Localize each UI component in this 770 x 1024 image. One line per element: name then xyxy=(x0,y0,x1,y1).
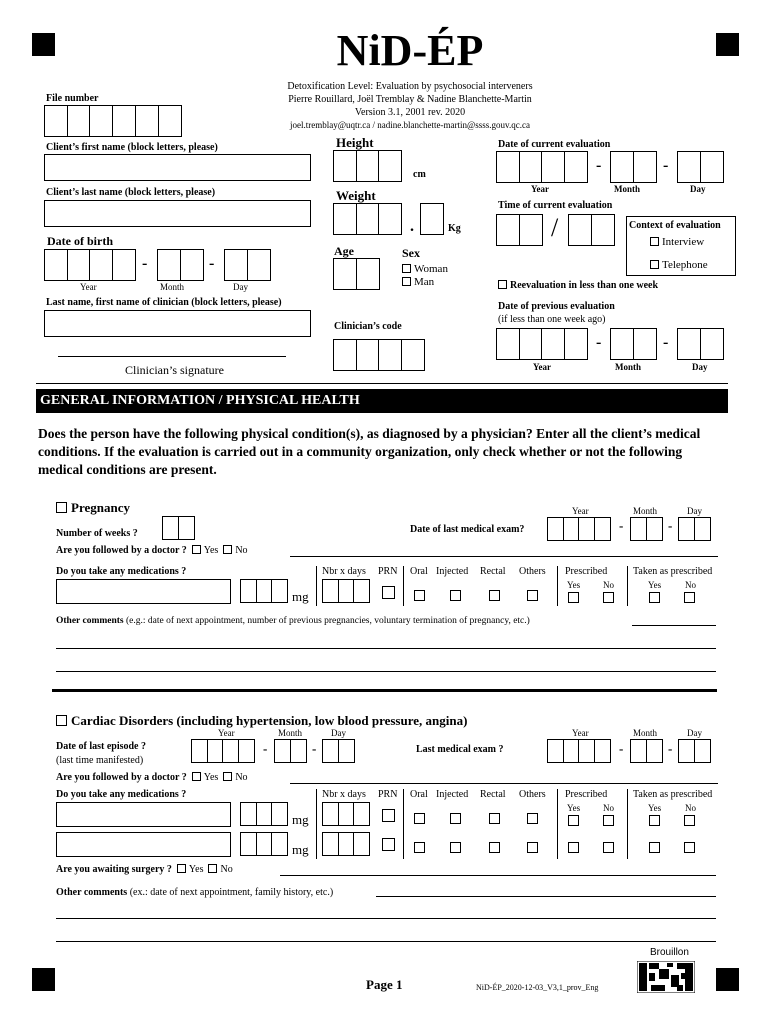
current-eval-month-cells[interactable] xyxy=(610,151,655,183)
dash: - xyxy=(663,157,669,174)
clinician-code-cells[interactable] xyxy=(333,339,424,371)
file-number-cells[interactable] xyxy=(44,105,180,137)
dash: - xyxy=(619,518,624,533)
height-cells[interactable] xyxy=(333,150,401,182)
decimal-point: . xyxy=(410,218,414,235)
card-followed-no-checkbox[interactable] xyxy=(223,772,232,781)
divider xyxy=(627,566,628,606)
form-version: Version 3.1, 2001 rev. 2020 xyxy=(354,107,466,118)
dash: - xyxy=(668,741,673,756)
card-taken-yes-checkbox-2[interactable] xyxy=(649,842,660,853)
card-comments-hint: (ex.: date of next appointment, family history, etc.) xyxy=(129,887,334,898)
card-taken-label: Taken as prescribed xyxy=(633,789,713,800)
previous-eval-year-cells[interactable] xyxy=(496,328,587,360)
preg-followed-row xyxy=(56,545,248,556)
weight-unit: Kg xyxy=(448,223,461,234)
clinician-name-label: Last name, first name of clinician (block letters, please) xyxy=(46,297,282,308)
card-followed-row xyxy=(56,772,248,783)
time-separator: / xyxy=(551,213,559,242)
preg-taken-no-label: No xyxy=(685,580,696,590)
birth-day-label: Day xyxy=(233,282,248,292)
preg-injected-label: Injected xyxy=(436,566,469,577)
preg-oral-checkbox[interactable] xyxy=(414,590,425,601)
weight-label: Weight xyxy=(336,188,376,203)
card-surgery-label: Are you awaiting surgery ? xyxy=(56,864,172,875)
first-name-field[interactable] xyxy=(44,154,311,181)
preg-mg-label: mg xyxy=(292,589,309,604)
age-label: Age xyxy=(334,244,354,258)
divider xyxy=(316,789,317,859)
preg-medications-label: Do you take any medications ? xyxy=(56,566,187,577)
page-number: Page 1 xyxy=(366,977,403,992)
cardiac-title: Cardiac Disorders (including hypertension, low blood pressure, angina) xyxy=(71,713,468,728)
telephone-checkbox[interactable] xyxy=(650,260,659,269)
card-others-checkbox-2[interactable] xyxy=(527,842,538,853)
preg-prn-label: PRN xyxy=(378,566,398,577)
no-label: No xyxy=(220,864,233,875)
current-eval-month-label: Month xyxy=(614,184,641,194)
height-unit: cm xyxy=(413,169,426,180)
dash: - xyxy=(596,334,602,351)
card-injected-checkbox-2[interactable] xyxy=(450,842,461,853)
draft-watermark: Brouillon xyxy=(650,947,689,958)
previous-eval-day-cells[interactable] xyxy=(677,328,722,360)
reevaluation-label: Reevaluation in less than one week xyxy=(510,280,659,291)
last-name-label: Client’s last name (block letters, please) xyxy=(46,187,216,198)
previous-eval-day-label: Day xyxy=(692,362,708,372)
divider xyxy=(403,566,404,606)
context-interview-option[interactable] xyxy=(650,236,704,248)
preg-comment-line[interactable] xyxy=(56,648,716,649)
context-telephone-option[interactable] xyxy=(650,259,708,271)
preg-taken-yes-checkbox[interactable] xyxy=(649,592,660,603)
preg-rectal-label: Rectal xyxy=(480,566,506,577)
card-surgery-line[interactable] xyxy=(280,875,716,876)
card-prn-checkbox-2[interactable] xyxy=(382,838,395,851)
card-prescribed-label: Prescribed xyxy=(565,789,608,800)
birth-month-cells[interactable] xyxy=(157,249,202,281)
preg-comment-line[interactable] xyxy=(56,671,716,672)
card-injected-label: Injected xyxy=(436,789,469,800)
card-exam-year-cells[interactable] xyxy=(547,739,610,763)
reevaluation-option[interactable] xyxy=(498,280,658,291)
woman-checkbox[interactable] xyxy=(402,264,411,273)
preg-others-label: Others xyxy=(519,566,546,577)
corner-marker-bottom-right xyxy=(716,968,739,991)
date-of-birth-label: Date of birth xyxy=(47,234,113,248)
card-prescribed-yes-checkbox-2[interactable] xyxy=(568,842,579,853)
yes-label: Yes xyxy=(203,772,219,783)
man-checkbox[interactable] xyxy=(402,277,411,286)
cardiac-last-exam-label: Last medical exam ? xyxy=(416,744,504,755)
interview-label: Interview xyxy=(662,236,705,248)
card-rectal-label: Rectal xyxy=(480,789,506,800)
preg-taken-no-checkbox[interactable] xyxy=(684,592,695,603)
card-exam-year-label: Year xyxy=(572,728,589,738)
current-eval-year-label: Year xyxy=(531,184,549,194)
card-prescribed-yes-checkbox-1[interactable] xyxy=(568,815,579,826)
dash: - xyxy=(596,157,602,174)
cardiac-option[interactable] xyxy=(56,713,467,729)
clinician-code-label: Clinician’s code xyxy=(334,321,402,332)
card-injected-checkbox-1[interactable] xyxy=(450,813,461,824)
birth-month-label: Month xyxy=(160,282,185,292)
sex-label: Sex xyxy=(402,246,420,260)
preg-followed-yes-checkbox[interactable] xyxy=(192,545,201,554)
yes-label: Yes xyxy=(188,864,204,875)
card-taken-no-checkbox-1[interactable] xyxy=(684,815,695,826)
preg-exam-month-label: Month xyxy=(633,506,658,516)
document-code: NiD-ÉP_2020-12-03_V3,1_prov_Eng xyxy=(476,983,599,992)
current-eval-hour-cells[interactable] xyxy=(496,214,541,246)
card-mg-label-2: mg xyxy=(292,842,309,857)
no-label: No xyxy=(235,545,248,556)
card-taken-yes-label: Yes xyxy=(648,803,662,813)
previous-eval-year-label: Year xyxy=(533,362,551,372)
current-eval-year-cells[interactable] xyxy=(496,151,587,183)
card-medication-name-field-2[interactable] xyxy=(56,832,231,857)
previous-eval-note: (if less than one week ago) xyxy=(498,314,606,325)
barcode-icon xyxy=(637,961,695,993)
card-exam-month-label: Month xyxy=(633,728,658,738)
preg-medication-name-field[interactable] xyxy=(56,579,231,604)
card-surgery-yes-checkbox[interactable] xyxy=(177,864,186,873)
dash: - xyxy=(312,741,317,756)
clinician-signature-label: Clinician’s signature xyxy=(125,363,224,377)
card-comment-line[interactable] xyxy=(56,941,716,942)
preg-prescribed-yes-checkbox[interactable] xyxy=(568,592,579,603)
pregnancy-weeks-cells[interactable] xyxy=(162,516,193,540)
card-prescribed-no-checkbox-1[interactable] xyxy=(603,815,614,826)
preg-comments-hint: (e.g.: date of next appointment, number of previous pregnancies, voluntary termination of pregnancy, etc.) xyxy=(126,616,530,626)
preg-exam-day-cells[interactable] xyxy=(678,517,709,541)
card-others-label: Others xyxy=(519,789,546,800)
preg-comments-label: Other comments xyxy=(56,616,124,626)
card-exam-day-label: Day xyxy=(687,728,702,738)
pregnancy-title: Pregnancy xyxy=(71,500,130,515)
card-prn-checkbox-1[interactable] xyxy=(382,809,395,822)
episode-day-label: Day xyxy=(331,728,346,738)
first-name-label: Client’s first name (block letters, please) xyxy=(46,142,218,153)
corner-marker-top-right xyxy=(716,33,739,56)
card-mg-label-1: mg xyxy=(292,812,309,827)
weight-decimal-cell[interactable] xyxy=(420,203,443,235)
dash: - xyxy=(668,518,673,533)
form-authors: Pierre Rouillard, Joël Tremblay & Nadine Blanchette-Martin xyxy=(288,94,532,105)
divider xyxy=(557,789,558,859)
card-followed-yes-checkbox[interactable] xyxy=(192,772,201,781)
file-number-label: File number xyxy=(46,93,99,104)
cardiac-last-episode-note: (last time manifested) xyxy=(56,755,144,766)
divider xyxy=(627,789,628,859)
preg-prescribed-no-label: No xyxy=(603,580,614,590)
divider xyxy=(316,566,317,606)
birth-year-cells[interactable] xyxy=(44,249,135,281)
preg-nbr-days-label: Nbr x days xyxy=(322,566,366,577)
card-nbr-days-label: Nbr x days xyxy=(322,789,366,800)
preg-exam-month-cells[interactable] xyxy=(630,517,661,541)
woman-label: Woman xyxy=(414,263,448,275)
episode-month-label: Month xyxy=(278,728,303,738)
form-title: NiD-ÉP xyxy=(336,26,484,75)
preg-followed-label: Are you followed by a doctor ? xyxy=(56,545,187,556)
dash: - xyxy=(263,741,268,756)
card-oral-checkbox-1[interactable] xyxy=(414,813,425,824)
card-oral-label: Oral xyxy=(410,789,428,800)
card-oral-checkbox-2[interactable] xyxy=(414,842,425,853)
reevaluation-checkbox[interactable] xyxy=(498,280,507,289)
preg-comments xyxy=(56,616,530,626)
episode-month-cells[interactable] xyxy=(274,739,305,763)
pregnancy-weeks-label: Number of weeks ? xyxy=(56,528,138,539)
card-nbr-days-cells-1[interactable] xyxy=(322,802,369,826)
weight-cells[interactable] xyxy=(333,203,401,235)
preg-prn-checkbox[interactable] xyxy=(382,586,395,599)
card-followed-label: Are you followed by a doctor ? xyxy=(56,772,187,783)
corner-marker-top-left xyxy=(32,33,55,56)
birth-day-cells[interactable] xyxy=(224,249,269,281)
telephone-label: Telephone xyxy=(662,259,708,271)
card-medication-dose-cells-1[interactable] xyxy=(240,802,287,826)
card-prn-label: PRN xyxy=(378,789,398,800)
preg-exam-year-label: Year xyxy=(572,506,589,516)
preg-others-checkbox[interactable] xyxy=(527,590,538,601)
clinician-name-field[interactable] xyxy=(44,310,311,337)
sex-man-option[interactable] xyxy=(402,276,434,288)
contact-emails: joel.tremblay@uqtr.ca / nadine.blanchette-martin@ssss.gouv.qc.ca xyxy=(290,120,530,130)
section-separator xyxy=(52,689,717,692)
card-others-checkbox-1[interactable] xyxy=(527,813,538,824)
last-name-field[interactable] xyxy=(44,200,311,227)
card-exam-month-cells[interactable] xyxy=(630,739,661,763)
card-comments-label: Other comments xyxy=(56,887,128,898)
current-eval-day-cells[interactable] xyxy=(677,151,722,183)
episode-year-label: Year xyxy=(218,728,235,738)
card-prescribed-yes-label: Yes xyxy=(567,803,581,813)
preg-injected-checkbox[interactable] xyxy=(450,590,461,601)
preg-prescribed-no-checkbox[interactable] xyxy=(603,592,614,603)
corner-marker-bottom-left xyxy=(32,968,55,991)
previous-eval-month-cells[interactable] xyxy=(610,328,655,360)
card-followed-line[interactable] xyxy=(290,783,718,784)
yes-label: Yes xyxy=(203,545,219,556)
age-cells[interactable] xyxy=(333,258,378,290)
card-comment-line[interactable] xyxy=(376,896,716,897)
card-rectal-checkbox-1[interactable] xyxy=(489,813,500,824)
preg-medication-dose-cells[interactable] xyxy=(240,579,287,603)
current-eval-time-label: Time of current evaluation xyxy=(498,200,613,211)
cardiac-checkbox[interactable] xyxy=(56,715,67,726)
preg-taken-yes-label: Yes xyxy=(648,580,662,590)
card-medication-name-field-1[interactable] xyxy=(56,802,231,827)
divider xyxy=(557,566,558,606)
section-header: GENERAL INFORMATION / PHYSICAL HEALTH xyxy=(36,389,728,413)
preg-followed-line[interactable] xyxy=(290,556,718,557)
preg-nbr-days-cells[interactable] xyxy=(322,579,369,603)
pregnancy-last-exam-label: Date of last medical exam? xyxy=(410,524,525,535)
preg-exam-year-cells[interactable] xyxy=(547,517,610,541)
pregnancy-checkbox[interactable] xyxy=(56,502,67,513)
previous-eval-date-label: Date of previous evaluation xyxy=(498,301,615,312)
pregnancy-option[interactable] xyxy=(56,500,130,516)
interview-checkbox[interactable] xyxy=(650,237,659,246)
form-subtitle: Detoxification Level: Evaluation by psychosocial interveners xyxy=(287,81,533,92)
dash: - xyxy=(209,255,215,272)
no-label: No xyxy=(235,772,248,783)
card-taken-no-checkbox-2[interactable] xyxy=(684,842,695,853)
card-medication-dose-cells-2[interactable] xyxy=(240,832,287,856)
card-prescribed-no-label: No xyxy=(603,803,614,813)
card-exam-day-cells[interactable] xyxy=(678,739,709,763)
man-label: Man xyxy=(414,276,435,288)
sex-woman-option[interactable] xyxy=(402,263,448,275)
card-surgery-no-checkbox[interactable] xyxy=(208,864,217,873)
card-comments xyxy=(56,887,333,898)
preg-rectal-checkbox[interactable] xyxy=(489,590,500,601)
preg-followed-no-checkbox[interactable] xyxy=(223,545,232,554)
dash: - xyxy=(142,255,148,272)
dash: - xyxy=(619,741,624,756)
divider xyxy=(403,789,404,859)
dash: - xyxy=(663,334,669,351)
height-label: Height xyxy=(336,135,374,150)
card-nbr-days-cells-2[interactable] xyxy=(322,832,369,856)
card-taken-yes-checkbox-1[interactable] xyxy=(649,815,660,826)
preg-taken-label: Taken as prescribed xyxy=(633,566,713,577)
previous-eval-month-label: Month xyxy=(615,362,642,372)
preg-exam-day-label: Day xyxy=(687,506,702,516)
cardiac-last-episode-label: Date of last episode ? xyxy=(56,741,146,752)
current-eval-day-label: Day xyxy=(690,184,706,194)
section-divider xyxy=(36,383,728,384)
card-surgery-row xyxy=(56,864,233,875)
card-rectal-checkbox-2[interactable] xyxy=(489,842,500,853)
episode-day-cells[interactable] xyxy=(322,739,353,763)
card-medications-label: Do you take any medications ? xyxy=(56,789,187,800)
episode-year-cells[interactable] xyxy=(191,739,254,763)
preg-prescribed-label: Prescribed xyxy=(565,566,608,577)
card-taken-no-label: No xyxy=(685,803,696,813)
card-comment-line[interactable] xyxy=(56,918,716,919)
current-eval-date-label: Date of current evaluation xyxy=(498,139,611,150)
preg-oral-label: Oral xyxy=(410,566,428,577)
section-question: Does the person have the following physical condition(s), as diagnosed by a physician? Enter all the client’s medical conditions. If the evaluation is carried out in a community organization, only check whether or not the following medical conditions are present. xyxy=(38,426,701,477)
card-prescribed-no-checkbox-2[interactable] xyxy=(603,842,614,853)
current-eval-minute-cells[interactable] xyxy=(568,214,613,246)
context-label: Context of evaluation xyxy=(629,220,721,231)
signature-line[interactable] xyxy=(58,356,286,357)
birth-year-label: Year xyxy=(80,282,97,292)
preg-comment-line[interactable] xyxy=(632,625,716,626)
preg-prescribed-yes-label: Yes xyxy=(567,580,581,590)
